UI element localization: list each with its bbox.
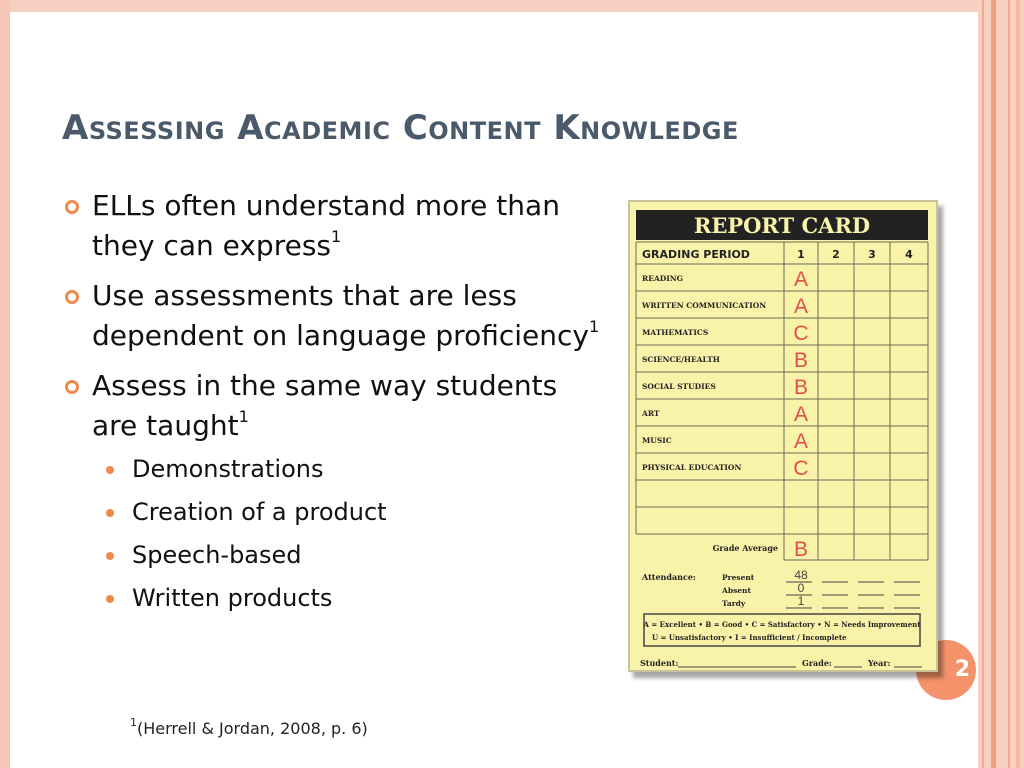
bullet-list [62,186,607,620]
grade-average-label: Grade Average [712,543,778,553]
decorative-stripe [1016,0,1020,768]
handwritten-grade: B [793,376,809,399]
attendance-row-label: Present [722,573,755,582]
bullet-text: Use assessments that are less dependent on language proficiency [92,279,589,352]
decorative-stripe [991,0,996,768]
year-label: Year: [868,658,891,668]
bullet-item [62,186,607,266]
citation-superscript: 1 [331,226,342,246]
decorative-frame-right [978,0,1024,768]
decorative-frame-left [0,0,10,768]
subject-label: ART [642,409,660,418]
report-card-graphic [630,202,936,670]
decorative-stripe [1008,0,1010,768]
sub-bullet-item: Demonstrations [92,448,607,491]
subject-label: SCIENCE/HEALTH [642,355,720,364]
handwritten-grade: A [793,430,809,453]
period-header: 1 [797,248,805,261]
subject-label: PHYSICAL EDUCATION [642,463,742,472]
period-header: 2 [832,248,840,261]
sub-bullet-list [92,448,607,620]
attendance-row-label: Absent [722,586,751,595]
bullet-text: Assess in the same way students are taught [92,369,558,442]
decorative-frame-top [0,0,1024,12]
sub-bullet-item: Written products [92,577,607,620]
grading-period-label: GRADING PERIOD [642,248,750,261]
handwritten-attendance-value: 48 [794,568,808,582]
subject-label: SOCIAL STUDIES [642,382,716,391]
subject-label: READING [642,274,684,283]
handwritten-grade: C [793,322,809,345]
period-header: 4 [905,248,913,261]
period-header: 3 [868,248,876,261]
handwritten-grade: A [793,403,809,426]
slide-content [62,186,607,630]
report-card-title: REPORT CARD [693,213,871,238]
citation-superscript: 1 [588,316,600,336]
footnote-text: (Herrell & Jordan, 2008, p. 6) [137,719,368,738]
footnote [130,715,368,738]
subject-label: MUSIC [642,436,672,445]
handwritten-grade: B [793,349,809,372]
subject-label: WRITTEN COMMUNICATION [642,301,767,310]
handwritten-grade: A [793,268,809,291]
sub-bullet-item: Speech-based [92,534,607,577]
handwritten-grade: A [793,295,809,318]
decorative-stripe [982,0,984,768]
student-label: Student: [640,658,679,668]
bullet-item [62,276,607,356]
handwritten-grade-average: B [793,538,809,561]
grade-label: Grade: [802,658,832,668]
handwritten-attendance-value: 1 [797,594,805,608]
attendance-row-label: Tardy [722,599,746,608]
grade-legend-line: U = Unsatisfactory • I = Insufficient / Incomplete [652,633,847,642]
handwritten-grade: C [793,457,809,480]
sub-bullet-item: Creation of a product [92,491,607,534]
grade-legend-line: A = Excellent • B = Good • C = Satisfactory • N = Needs Improvement [643,620,921,629]
citation-superscript: 1 [238,406,249,426]
handwritten-attendance-value: 0 [797,581,805,595]
footnote-superscript: 1 [130,715,137,729]
report-card-image [628,200,938,672]
bullet-text: ELLs often understand more than they can express [92,189,560,262]
bullet-item [62,366,607,620]
attendance-label: Attendance: [642,572,696,582]
subject-label: MATHEMATICS [642,328,709,337]
slide-number-badge: 2 [916,640,976,700]
slide-title: Assessing Academic Content Knowledge [62,108,739,148]
